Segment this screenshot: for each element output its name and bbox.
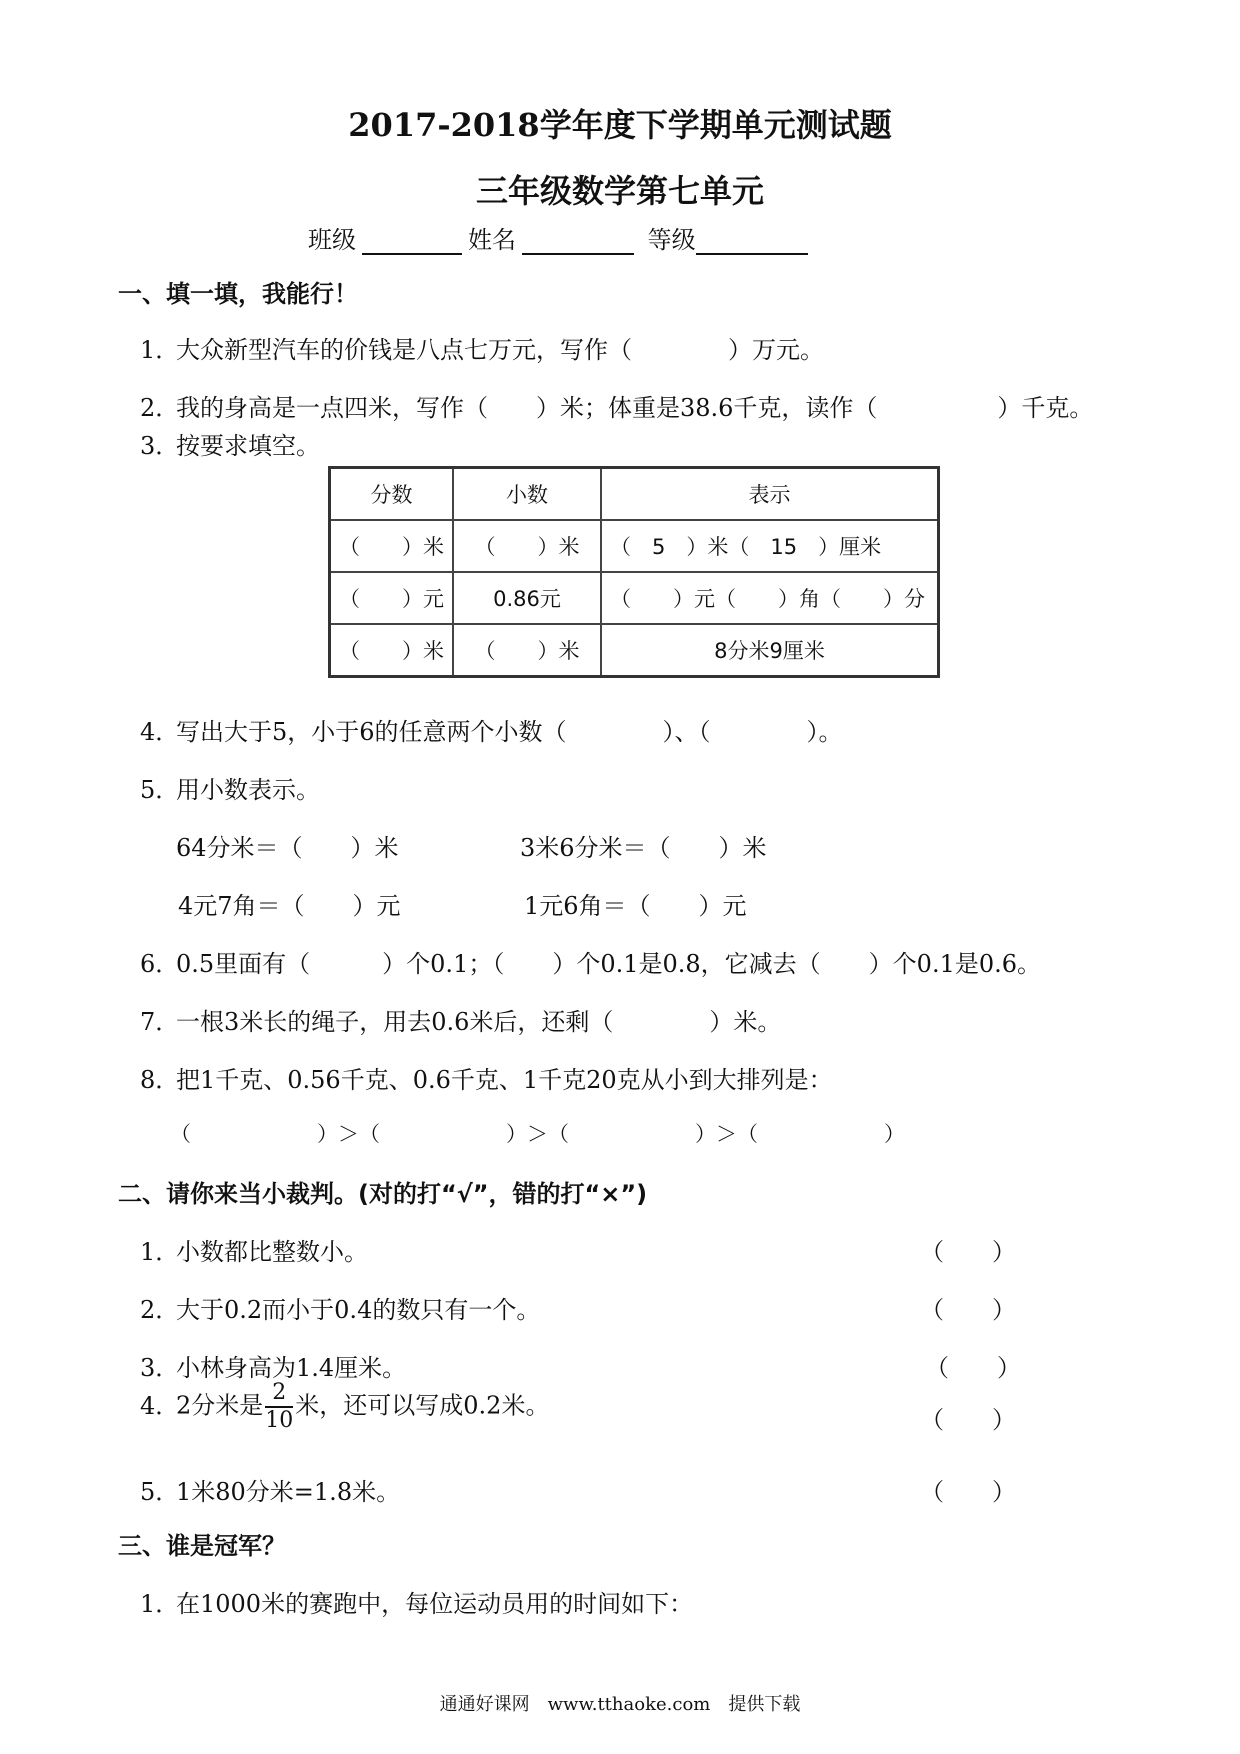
class-blank bbox=[362, 227, 462, 255]
section-2-heading: 二、请你来当小裁判。(对的打“√”，错的打“×”) bbox=[118, 1180, 648, 1208]
question-1 bbox=[140, 1584, 693, 1619]
table-header-cell: 分数 bbox=[330, 468, 454, 521]
grade-blank bbox=[696, 227, 808, 255]
answer-paren: （ ） bbox=[920, 1296, 1016, 1324]
table-cell: （ ）元 bbox=[330, 572, 454, 624]
question-number: 4． bbox=[140, 718, 180, 746]
section-3-heading: 三、谁是冠军？ bbox=[118, 1532, 286, 1560]
table-header-cell: 小数 bbox=[453, 468, 601, 521]
judge-text-tail: 米，还可以写成0.2米。 bbox=[295, 1391, 550, 1420]
judge-item bbox=[140, 1472, 400, 1507]
question-number: 1． bbox=[140, 1238, 180, 1266]
question-number: 3． bbox=[140, 432, 180, 460]
student-info-line bbox=[308, 220, 814, 255]
answer-paren: （ ） bbox=[925, 1354, 1021, 1382]
table-cell: （ ）米 bbox=[453, 624, 601, 677]
question-number: 5． bbox=[140, 1478, 180, 1506]
question-number: 6． bbox=[140, 950, 180, 978]
judge-item bbox=[140, 1290, 540, 1325]
class-label: 班级 bbox=[308, 226, 356, 254]
question-text: 用小数表示。 bbox=[176, 776, 320, 804]
question-number: 1． bbox=[140, 1590, 180, 1618]
question-text: 在1000米的赛跑中，每位运动员用的时间如下： bbox=[176, 1590, 694, 1618]
question-text: 按要求填空。 bbox=[176, 432, 320, 460]
judge-item bbox=[140, 1232, 368, 1267]
question-6 bbox=[140, 944, 1041, 979]
table-row bbox=[330, 624, 939, 677]
judge-item bbox=[140, 1382, 549, 1432]
question-number: 8． bbox=[140, 1066, 180, 1094]
table-row bbox=[330, 572, 939, 624]
judge-item bbox=[140, 1348, 406, 1383]
q5-item: 4元7角＝（ ）元 bbox=[178, 892, 401, 920]
judge-text: 1米80分米=1.8米。 bbox=[176, 1478, 401, 1506]
table-cell: （ ）米 bbox=[453, 520, 601, 572]
question-number: 2． bbox=[140, 394, 180, 422]
question-text: 我的身高是一点四米，写作（ ）米；体重是38.6千克，读作（ ）千克。 bbox=[176, 394, 1094, 422]
question-number: 5． bbox=[140, 776, 180, 804]
answer-paren: （ ） bbox=[920, 1238, 1016, 1266]
fraction bbox=[265, 1382, 293, 1432]
q5-item: 64分米＝（ ）米 bbox=[176, 834, 399, 862]
footer-text: 通通好课网 www.tthaoke.com 提供下载 bbox=[439, 1694, 801, 1715]
grade-label: 等级 bbox=[647, 226, 696, 254]
name-blank bbox=[522, 227, 634, 255]
answer-paren: （ ） bbox=[920, 1478, 1016, 1506]
table-cell: （ ）米 bbox=[330, 624, 454, 677]
table-cell: （ ）元（ ）角（ ）分 bbox=[601, 572, 939, 624]
judge-text: 2分米是 bbox=[176, 1391, 264, 1420]
question-3 bbox=[140, 426, 320, 461]
table-cell: （ ）米 bbox=[330, 520, 454, 572]
question-text: 把1千克、0.56千克、0.6千克、1千克20克从小到大排列是： bbox=[176, 1066, 833, 1094]
question-8 bbox=[140, 1060, 833, 1095]
judge-text: 大于0.2而小于0.4的数只有一个。 bbox=[176, 1296, 541, 1324]
question-text: 大众新型汽车的价钱是八点七万元，写作（ ）万元。 bbox=[176, 336, 824, 364]
question-4 bbox=[140, 712, 843, 747]
question-7 bbox=[140, 1002, 781, 1037]
table-cell: 0.86元 bbox=[453, 572, 601, 624]
question-2 bbox=[140, 388, 1093, 423]
question-text: 0.5里面有（ ）个0.1；（ ）个0.1是0.8，它减去（ ）个0.1是0.6。 bbox=[176, 950, 1042, 978]
table-cell: （ 5 ）米（ 15 ）厘米 bbox=[601, 520, 939, 572]
table-header-row bbox=[330, 468, 939, 521]
fraction-numerator: 2 bbox=[265, 1382, 293, 1408]
question-text: 写出大于5，小于6的任意两个小数（ ）、（ ）。 bbox=[176, 718, 843, 746]
page-subtitle: 三年级数学第七单元 bbox=[475, 172, 764, 210]
page-title: 2017-2018学年度下学期单元测试题 bbox=[348, 106, 892, 144]
table-row bbox=[330, 520, 939, 572]
q5-item: 1元6角＝（ ）元 bbox=[524, 892, 747, 920]
section-1-heading: 一、填一填，我能行！ bbox=[118, 280, 358, 308]
question-number: 3． bbox=[140, 1354, 180, 1382]
name-label: 姓名 bbox=[468, 226, 516, 254]
answer-paren: （ ） bbox=[920, 1406, 1016, 1434]
question-number: 4． bbox=[140, 1391, 180, 1420]
table-header-cell: 表示 bbox=[601, 468, 939, 521]
question-5 bbox=[140, 770, 320, 805]
conversion-table bbox=[328, 466, 940, 678]
question-number: 2． bbox=[140, 1296, 180, 1324]
q5-item: 3米6分米＝（ ）米 bbox=[520, 834, 767, 862]
question-1 bbox=[140, 330, 824, 365]
judge-text: 小林身高为1.4厘米。 bbox=[176, 1354, 407, 1382]
judge-text: 小数都比整数小。 bbox=[176, 1238, 368, 1266]
fraction-denominator: 10 bbox=[265, 1408, 294, 1433]
question-number: 7． bbox=[140, 1008, 180, 1036]
question-number: 1． bbox=[140, 336, 180, 364]
table-cell: 8分米9厘米 bbox=[601, 624, 939, 677]
q8-answer-line: （ ）＞（ ）＞（ ）＞（ ） bbox=[170, 1122, 905, 1146]
question-text: 一根3米长的绳子，用去0.6米后，还剩（ ）米。 bbox=[176, 1008, 782, 1036]
